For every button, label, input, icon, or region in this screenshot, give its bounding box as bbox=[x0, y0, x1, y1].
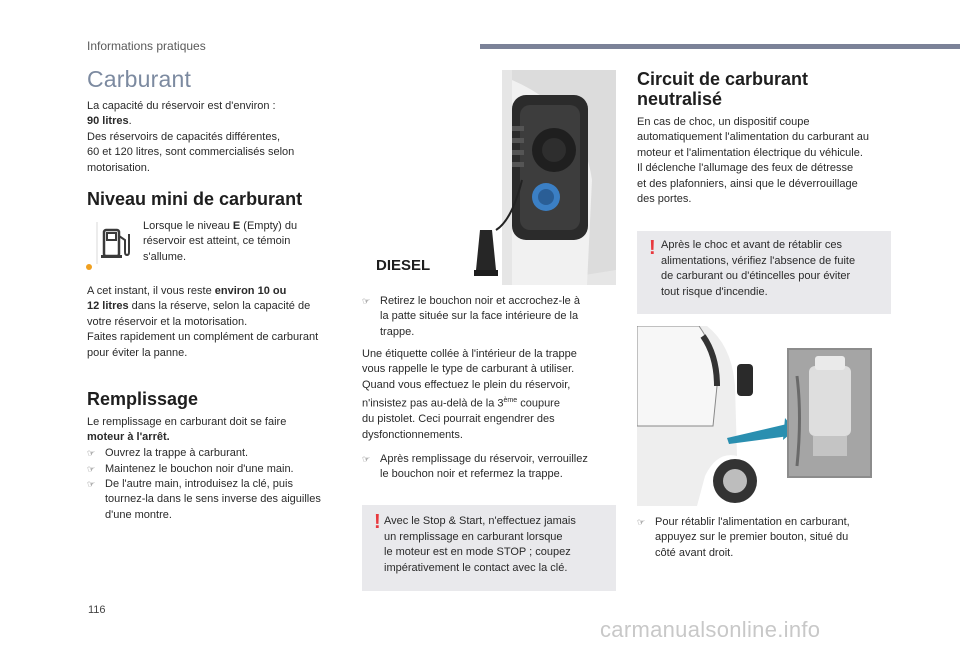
arrow-bullet-icon: ☞ bbox=[87, 448, 96, 458]
indicator-dot bbox=[86, 264, 92, 270]
arrow-bullet-icon: ☞ bbox=[362, 296, 371, 306]
middle-bullet-1: ☞ Retirez le bouchon noir et accrochez-le à la patte située sur la face intérieure de la trappe. bbox=[362, 295, 580, 338]
remplissage-bullet-3: ☞ De l'autre main, introduisez la clé, puis tournez-la dans le sens inverse des aiguilles d'une montre. bbox=[87, 478, 321, 521]
diesel-label: DIESEL bbox=[376, 257, 431, 274]
page-number: 116 bbox=[88, 604, 106, 616]
arrow-bullet-icon: ☞ bbox=[87, 464, 96, 474]
remplissage-intro: Le remplissage en carburant doit se faire moteur à l'arrêt. bbox=[87, 416, 287, 444]
fuel-flap-photo bbox=[362, 70, 616, 285]
circuit-paragraph: En cas de choc, un dispositif coupe automatiquement l'alimentation du carburant au moteur et l'alimentation électrique du véhicule. Il déclenche l'allumage des feux de détresse et des plafonniers, ainsi que le déverrouillage des portes. bbox=[637, 116, 870, 206]
middle-paragraph: Une étiquette collée à l'intérieur de la trappe vous rappelle le type de carburant à utiliser. Quand vous effectuez le plein du réservoir, n'insistez pas au-delà de la 3ème coupure du pistolet. Ceci pourrait engendrer des dysfonctionnements. bbox=[362, 348, 577, 441]
remplissage-bullet-2: ☞ Maintenez le bouchon noir d'une main. bbox=[87, 462, 347, 477]
exclamation-icon: ! bbox=[649, 237, 656, 259]
niveau-icon-text: Lorsque le niveau E (Empty) du réservoir est atteint, ce témoin s'allume. bbox=[143, 220, 298, 263]
remplissage-bullet-1: ☞ Ouvrez la trappe à carburant. bbox=[87, 446, 347, 461]
header-accent-bar bbox=[480, 44, 960, 49]
middle-bullet-2: ☞ Après remplissage du réservoir, verrouillez le bouchon noir et refermez la trappe. bbox=[362, 453, 588, 481]
fuel-gauge-icon bbox=[95, 222, 133, 264]
carburant-title: Carburant bbox=[87, 66, 192, 92]
circuit-bullet-1: ☞ Pour rétablir l'alimentation en carburant, appuyez sur le premier bouton, situé du côté avant droit. bbox=[637, 516, 850, 559]
remplissage-title: Remplissage bbox=[87, 389, 199, 409]
niveau-paragraph: A cet instant, il vous reste environ 10 ou 12 litres dans la réserve, selon la capacité de votre réservoir et la motorisation. Faites rapidement un complément de carburant pour éviter la panne. bbox=[87, 285, 319, 359]
arrow-bullet-icon: ☞ bbox=[637, 517, 646, 527]
section-header-title: Informations pratiques bbox=[87, 39, 206, 53]
van-reset-button-photo bbox=[637, 326, 877, 506]
niveau-title: Niveau mini de carburant bbox=[87, 189, 303, 209]
arrow-bullet-icon: ☞ bbox=[87, 479, 96, 489]
watermark: carmanualsonline.info bbox=[600, 617, 821, 642]
circuit-title: Circuit de carburant neutralisé bbox=[637, 69, 809, 109]
arrow-bullet-icon: ☞ bbox=[362, 454, 371, 464]
exclamation-icon: ! bbox=[374, 511, 381, 533]
circuit-warning: ! Après le choc et avant de rétablir ces alimentations, vérifiez l'absence de fuite de carburant ou d'étincelles pour éviter tout risque d'incendie. bbox=[637, 231, 891, 314]
stop-start-warning: ! Avec le Stop & Start, n'effectuez jamais un remplissage en carburant lorsque le moteur est en mode STOP ; coupez impérativement le contact avec la clé. bbox=[362, 505, 616, 591]
carburant-intro: La capacité du réservoir est d'environ : 90 litres. Des réservoirs de capacités différentes, 60 et 120 litres, sont commercialisés selon motorisation. bbox=[87, 100, 295, 174]
